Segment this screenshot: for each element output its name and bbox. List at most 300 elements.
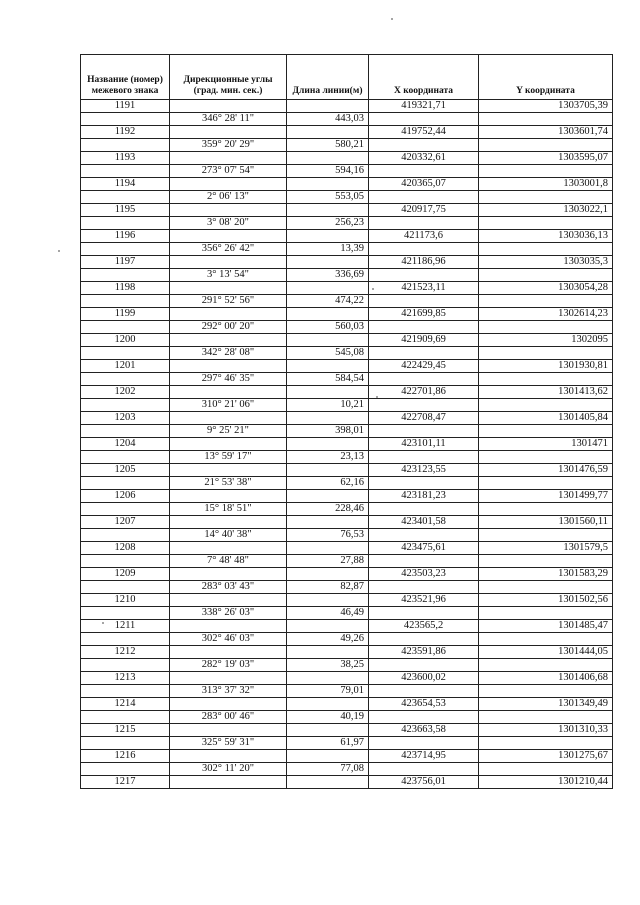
empty-cell xyxy=(287,490,369,503)
point-row xyxy=(81,594,613,607)
point-y: 1301471 xyxy=(479,438,613,451)
header-angles: Дирекционные углы (град. мин. сек.) xyxy=(170,55,287,100)
segment-length: 256,23 xyxy=(287,217,369,230)
empty-cell xyxy=(479,347,613,360)
point-x: 421173,6 xyxy=(369,230,479,243)
point-row xyxy=(81,776,613,789)
point-y: 1303022,1 xyxy=(479,204,613,217)
empty-cell xyxy=(479,399,613,412)
empty-cell xyxy=(81,685,170,698)
point-row xyxy=(81,308,613,321)
point-y: 1301502,56 xyxy=(479,594,613,607)
empty-cell xyxy=(287,282,369,295)
empty-cell xyxy=(287,256,369,269)
empty-cell xyxy=(287,646,369,659)
empty-cell xyxy=(170,386,287,399)
empty-cell xyxy=(81,607,170,620)
point-row xyxy=(81,412,613,425)
empty-cell xyxy=(170,360,287,373)
empty-cell xyxy=(369,529,479,542)
empty-cell xyxy=(479,711,613,724)
point-name: 1213 xyxy=(81,672,170,685)
point-row xyxy=(81,230,613,243)
segment-length: 23,13 xyxy=(287,451,369,464)
segment-row xyxy=(81,529,613,542)
empty-cell xyxy=(81,399,170,412)
empty-cell xyxy=(170,334,287,347)
segment-row xyxy=(81,113,613,126)
empty-cell xyxy=(287,204,369,217)
header-x: X координата xyxy=(369,55,479,100)
point-name: 1192 xyxy=(81,126,170,139)
empty-cell xyxy=(170,542,287,555)
empty-cell xyxy=(479,243,613,256)
empty-cell xyxy=(287,386,369,399)
point-name: 1216 xyxy=(81,750,170,763)
point-name: 1217 xyxy=(81,776,170,789)
segment-angle: 15° 18' 51" xyxy=(170,503,287,516)
segment-length: 443,03 xyxy=(287,113,369,126)
point-x: 423181,23 xyxy=(369,490,479,503)
segment-angle: 3° 08' 20" xyxy=(170,217,287,230)
segment-length: 13,39 xyxy=(287,243,369,256)
segment-row xyxy=(81,321,613,334)
point-x: 419321,71 xyxy=(369,100,479,113)
empty-cell xyxy=(81,503,170,516)
empty-cell xyxy=(369,503,479,516)
segment-length: 46,49 xyxy=(287,607,369,620)
empty-cell xyxy=(287,542,369,555)
point-x: 423756,01 xyxy=(369,776,479,789)
segment-row xyxy=(81,425,613,438)
point-row xyxy=(81,438,613,451)
segment-angle: 302° 11' 20" xyxy=(170,763,287,776)
empty-cell xyxy=(369,139,479,152)
empty-cell xyxy=(479,633,613,646)
point-y: 1303035,3 xyxy=(479,256,613,269)
segment-row xyxy=(81,217,613,230)
empty-cell xyxy=(287,152,369,165)
segment-length: 560,03 xyxy=(287,321,369,334)
empty-cell xyxy=(170,282,287,295)
point-x: 420332,61 xyxy=(369,152,479,165)
segment-angle: 9° 25' 21" xyxy=(170,425,287,438)
segment-length: 580,21 xyxy=(287,139,369,152)
empty-cell xyxy=(81,139,170,152)
empty-cell xyxy=(479,581,613,594)
segment-length: 76,53 xyxy=(287,529,369,542)
empty-cell xyxy=(287,672,369,685)
empty-cell xyxy=(479,191,613,204)
segment-angle: 13° 59' 17" xyxy=(170,451,287,464)
segment-length: 336,69 xyxy=(287,269,369,282)
empty-cell xyxy=(369,113,479,126)
empty-cell xyxy=(170,698,287,711)
empty-cell xyxy=(170,308,287,321)
empty-cell xyxy=(479,373,613,386)
segment-row xyxy=(81,269,613,282)
empty-cell xyxy=(479,555,613,568)
point-name: 1214 xyxy=(81,698,170,711)
point-name: 1198 xyxy=(81,282,170,295)
point-row xyxy=(81,568,613,581)
empty-cell xyxy=(287,464,369,477)
segment-angle: 302° 46' 03" xyxy=(170,633,287,646)
point-x: 421186,96 xyxy=(369,256,479,269)
point-row xyxy=(81,698,613,711)
segment-angle: 273° 07' 54" xyxy=(170,165,287,178)
empty-cell xyxy=(81,113,170,126)
empty-cell xyxy=(170,464,287,477)
point-row xyxy=(81,542,613,555)
point-x: 423123,55 xyxy=(369,464,479,477)
point-name: 1209 xyxy=(81,568,170,581)
empty-cell xyxy=(170,438,287,451)
point-y: 1302614,23 xyxy=(479,308,613,321)
empty-cell xyxy=(170,672,287,685)
empty-cell xyxy=(479,425,613,438)
point-name: 1208 xyxy=(81,542,170,555)
segment-row xyxy=(81,191,613,204)
empty-cell xyxy=(479,295,613,308)
segment-angle: 346° 28' 11" xyxy=(170,113,287,126)
point-y: 1301444,05 xyxy=(479,646,613,659)
point-name: 1199 xyxy=(81,308,170,321)
empty-cell xyxy=(170,126,287,139)
empty-cell xyxy=(287,594,369,607)
segment-length: 38,25 xyxy=(287,659,369,672)
point-name: 1215 xyxy=(81,724,170,737)
empty-cell xyxy=(287,412,369,425)
point-name: 1193 xyxy=(81,152,170,165)
empty-cell xyxy=(369,581,479,594)
segment-row xyxy=(81,659,613,672)
empty-cell xyxy=(287,620,369,633)
segment-angle: 291° 52' 56" xyxy=(170,295,287,308)
empty-cell xyxy=(287,230,369,243)
segment-angle: 297° 46' 35" xyxy=(170,373,287,386)
empty-cell xyxy=(479,113,613,126)
point-row xyxy=(81,282,613,295)
point-x: 423401,58 xyxy=(369,516,479,529)
point-name: 1205 xyxy=(81,464,170,477)
segment-angle: 356° 26' 42" xyxy=(170,243,287,256)
segment-row xyxy=(81,763,613,776)
segment-angle: 283° 00' 46" xyxy=(170,711,287,724)
empty-cell xyxy=(369,321,479,334)
empty-cell xyxy=(369,217,479,230)
empty-cell xyxy=(287,308,369,321)
empty-cell xyxy=(369,269,479,282)
empty-cell xyxy=(479,165,613,178)
point-row xyxy=(81,360,613,373)
segment-length: 10,21 xyxy=(287,399,369,412)
header-length: Длина линии(м) xyxy=(287,55,369,100)
segment-row xyxy=(81,685,613,698)
segment-length: 398,01 xyxy=(287,425,369,438)
empty-cell xyxy=(479,503,613,516)
empty-cell xyxy=(287,334,369,347)
segment-angle: 3° 13' 54" xyxy=(170,269,287,282)
header-name: Название (номер) межевого знака xyxy=(81,55,170,100)
point-row xyxy=(81,386,613,399)
segment-angle: 292° 00' 20" xyxy=(170,321,287,334)
empty-cell xyxy=(81,373,170,386)
segment-angle: 282° 19' 03" xyxy=(170,659,287,672)
segment-row xyxy=(81,711,613,724)
segment-angle: 359° 20' 29" xyxy=(170,139,287,152)
point-x: 423600,02 xyxy=(369,672,479,685)
point-y: 1301560,11 xyxy=(479,516,613,529)
point-row xyxy=(81,334,613,347)
empty-cell xyxy=(170,256,287,269)
empty-cell xyxy=(369,477,479,490)
segment-angle: 2° 06' 13" xyxy=(170,191,287,204)
empty-cell xyxy=(479,737,613,750)
empty-cell xyxy=(170,204,287,217)
empty-cell xyxy=(81,269,170,282)
segment-row xyxy=(81,737,613,750)
segment-length: 545,08 xyxy=(287,347,369,360)
segment-row xyxy=(81,243,613,256)
empty-cell xyxy=(479,685,613,698)
segment-row xyxy=(81,373,613,386)
point-y: 1301930,81 xyxy=(479,360,613,373)
empty-cell xyxy=(81,555,170,568)
empty-cell xyxy=(287,776,369,789)
empty-cell xyxy=(369,399,479,412)
point-y: 1301499,77 xyxy=(479,490,613,503)
empty-cell xyxy=(81,321,170,334)
segment-length: 82,87 xyxy=(287,581,369,594)
point-y: 1301413,62 xyxy=(479,386,613,399)
point-row xyxy=(81,464,613,477)
point-name: 1194 xyxy=(81,178,170,191)
empty-cell xyxy=(369,737,479,750)
point-row xyxy=(81,256,613,269)
point-y: 1301476,59 xyxy=(479,464,613,477)
point-y: 1301349,49 xyxy=(479,698,613,711)
point-name: 1195 xyxy=(81,204,170,217)
empty-cell xyxy=(479,217,613,230)
point-name: 1210 xyxy=(81,594,170,607)
segment-row xyxy=(81,581,613,594)
empty-cell xyxy=(287,438,369,451)
point-row xyxy=(81,620,613,633)
segment-angle: 310° 21' 06" xyxy=(170,399,287,412)
empty-cell xyxy=(369,555,479,568)
point-x: 423663,58 xyxy=(369,724,479,737)
empty-cell xyxy=(170,646,287,659)
empty-cell xyxy=(479,763,613,776)
point-x: 421699,85 xyxy=(369,308,479,321)
empty-cell xyxy=(81,243,170,256)
empty-cell xyxy=(287,568,369,581)
empty-cell xyxy=(479,269,613,282)
empty-cell xyxy=(369,711,479,724)
segment-length: 40,19 xyxy=(287,711,369,724)
point-row xyxy=(81,126,613,139)
empty-cell xyxy=(170,776,287,789)
point-y: 1302095 xyxy=(479,334,613,347)
empty-cell xyxy=(81,737,170,750)
point-row xyxy=(81,750,613,763)
point-y: 1301405,84 xyxy=(479,412,613,425)
point-x: 423475,61 xyxy=(369,542,479,555)
empty-cell xyxy=(369,373,479,386)
table-body xyxy=(81,100,613,789)
empty-cell xyxy=(81,633,170,646)
point-y: 1301275,67 xyxy=(479,750,613,763)
empty-cell xyxy=(81,217,170,230)
point-name: 1203 xyxy=(81,412,170,425)
empty-cell xyxy=(369,607,479,620)
point-name: 1207 xyxy=(81,516,170,529)
segment-length: 584,54 xyxy=(287,373,369,386)
empty-cell xyxy=(287,698,369,711)
point-y: 1303054,28 xyxy=(479,282,613,295)
empty-cell xyxy=(369,165,479,178)
point-x: 422429,45 xyxy=(369,360,479,373)
point-row xyxy=(81,152,613,165)
segment-length: 594,16 xyxy=(287,165,369,178)
empty-cell xyxy=(170,568,287,581)
segment-row xyxy=(81,295,613,308)
empty-cell xyxy=(170,490,287,503)
empty-cell xyxy=(479,529,613,542)
point-x: 423591,86 xyxy=(369,646,479,659)
point-x: 423565,2 xyxy=(369,620,479,633)
empty-cell xyxy=(81,295,170,308)
segment-row xyxy=(81,399,613,412)
point-name: 1211 xyxy=(81,620,170,633)
empty-cell xyxy=(81,191,170,204)
point-name: 1206 xyxy=(81,490,170,503)
segment-length: 61,97 xyxy=(287,737,369,750)
table-header-row xyxy=(81,55,613,100)
point-y: 1301579,5 xyxy=(479,542,613,555)
segment-length: 49,26 xyxy=(287,633,369,646)
empty-cell xyxy=(479,607,613,620)
point-x: 419752,44 xyxy=(369,126,479,139)
empty-cell xyxy=(369,425,479,438)
segment-angle: 283° 03' 43" xyxy=(170,581,287,594)
point-row xyxy=(81,672,613,685)
segment-row xyxy=(81,503,613,516)
point-y: 1301210,44 xyxy=(479,776,613,789)
empty-cell xyxy=(369,243,479,256)
point-y: 1301485,47 xyxy=(479,620,613,633)
point-x: 421909,69 xyxy=(369,334,479,347)
point-y: 1303595,07 xyxy=(479,152,613,165)
point-y: 1303601,74 xyxy=(479,126,613,139)
point-x: 422701,86 xyxy=(369,386,479,399)
point-name: 1212 xyxy=(81,646,170,659)
point-x: 422708,47 xyxy=(369,412,479,425)
empty-cell xyxy=(170,620,287,633)
point-name: 1201 xyxy=(81,360,170,373)
header-y: Y координата xyxy=(479,55,613,100)
segment-length: 228,46 xyxy=(287,503,369,516)
point-name: 1200 xyxy=(81,334,170,347)
segment-row xyxy=(81,139,613,152)
empty-cell xyxy=(81,529,170,542)
point-name: 1197 xyxy=(81,256,170,269)
point-y: 1301583,29 xyxy=(479,568,613,581)
empty-cell xyxy=(287,724,369,737)
point-row xyxy=(81,100,613,113)
point-row xyxy=(81,724,613,737)
empty-cell xyxy=(369,451,479,464)
empty-cell xyxy=(170,100,287,113)
empty-cell xyxy=(287,126,369,139)
empty-cell xyxy=(479,139,613,152)
point-row xyxy=(81,646,613,659)
empty-cell xyxy=(81,165,170,178)
boundary-coordinates-table xyxy=(80,54,613,789)
segment-length: 27,88 xyxy=(287,555,369,568)
empty-cell xyxy=(479,451,613,464)
empty-cell xyxy=(369,295,479,308)
empty-cell xyxy=(287,360,369,373)
empty-cell xyxy=(369,659,479,672)
point-x: 420365,07 xyxy=(369,178,479,191)
empty-cell xyxy=(81,451,170,464)
empty-cell xyxy=(287,516,369,529)
empty-cell xyxy=(170,750,287,763)
segment-length: 553,05 xyxy=(287,191,369,204)
point-row xyxy=(81,204,613,217)
point-name: 1191 xyxy=(81,100,170,113)
empty-cell xyxy=(369,633,479,646)
empty-cell xyxy=(170,152,287,165)
segment-row xyxy=(81,451,613,464)
segment-angle: 342° 28' 08" xyxy=(170,347,287,360)
point-row xyxy=(81,516,613,529)
point-x: 420917,75 xyxy=(369,204,479,217)
segment-row xyxy=(81,555,613,568)
empty-cell xyxy=(170,516,287,529)
empty-cell xyxy=(287,100,369,113)
segment-row xyxy=(81,347,613,360)
empty-cell xyxy=(369,685,479,698)
empty-cell xyxy=(369,347,479,360)
empty-cell xyxy=(81,425,170,438)
empty-cell xyxy=(81,347,170,360)
point-y: 1303001,8 xyxy=(479,178,613,191)
point-x: 423101,11 xyxy=(369,438,479,451)
empty-cell xyxy=(170,178,287,191)
segment-angle: 313° 37' 32" xyxy=(170,685,287,698)
empty-cell xyxy=(81,763,170,776)
point-row xyxy=(81,178,613,191)
segment-length: 62,16 xyxy=(287,477,369,490)
point-y: 1301406,68 xyxy=(479,672,613,685)
segment-length: 77,08 xyxy=(287,763,369,776)
point-y: 1301310,33 xyxy=(479,724,613,737)
empty-cell xyxy=(81,711,170,724)
point-name: 1196 xyxy=(81,230,170,243)
empty-cell xyxy=(287,178,369,191)
empty-cell xyxy=(287,750,369,763)
segment-row xyxy=(81,633,613,646)
point-y: 1303036,13 xyxy=(479,230,613,243)
empty-cell xyxy=(81,477,170,490)
empty-cell xyxy=(81,659,170,672)
empty-cell xyxy=(170,412,287,425)
segment-angle: 325° 59' 31" xyxy=(170,737,287,750)
segment-row xyxy=(81,165,613,178)
